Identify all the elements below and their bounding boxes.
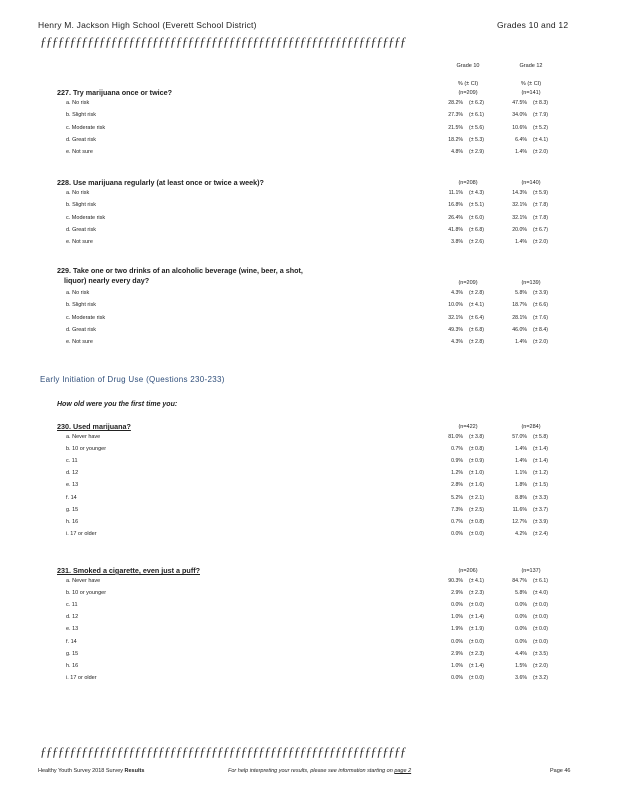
grade12-ci: (± 7.6) <box>533 314 548 321</box>
answer-option: h. 16 <box>66 662 79 669</box>
grade12-ci: (± 3.3) <box>533 494 548 501</box>
grade10-ci: (± 6.8) <box>469 226 484 233</box>
grade12-percent: 1.4% <box>515 339 527 346</box>
answer-option: h. 16 <box>66 518 79 525</box>
grade12-percent: 4.2% <box>515 530 527 537</box>
question-title: 231. Smoked a cigarette, even just a puff? <box>57 566 200 575</box>
question-title: 229. Take one or two drinks of an alcoholic beverage (wine, beer, a shot, <box>57 266 303 275</box>
grade10-ci: (± 6.0) <box>469 214 484 221</box>
grade10-ci: (± 0.9) <box>469 458 484 465</box>
grade10-percent: 1.9% <box>451 626 463 633</box>
answer-option: f. 14 <box>66 494 77 501</box>
grade12-ci: (± 7.9) <box>533 112 548 119</box>
grade12-sample-size: (n=140) <box>521 180 541 186</box>
footer-left <box>38 768 144 774</box>
grade12-sample-size: (n=137) <box>521 568 541 574</box>
grade12-ci: (± 0.0) <box>533 602 548 609</box>
grade10-sample-size: (n=208) <box>458 180 478 186</box>
table-row <box>0 137 618 145</box>
grade10-percent: 0.7% <box>451 446 463 453</box>
answer-option: d. Great risk <box>66 136 96 143</box>
grade10-percent: 0.0% <box>451 674 463 681</box>
grade10-percent: 81.0% <box>448 434 463 440</box>
grade10-percent: 0.0% <box>451 530 463 537</box>
grade10-ci: (± 1.9) <box>469 626 484 633</box>
answer-option: e. 13 <box>66 626 79 633</box>
grade12-ci: (± 3.9) <box>533 518 548 525</box>
table-row <box>0 458 618 466</box>
grade12-percent: 14.3% <box>512 190 527 196</box>
grade10-percent: 11.1% <box>448 190 463 196</box>
grade10-sample-size: (n=206) <box>458 568 478 574</box>
grades-header: Grades 10 and 12 <box>497 20 569 30</box>
grade10-percent: 26.4% <box>448 214 463 221</box>
grade12-percent: 0.0% <box>515 614 527 621</box>
table-row <box>0 327 618 335</box>
grade10-ci: (± 5.3) <box>469 136 484 143</box>
grade12-percent: 34.0% <box>512 112 527 119</box>
answer-option: d. Great risk <box>66 226 96 233</box>
school-header: Henry M. Jackson High School (Everett School District) <box>38 20 257 30</box>
grade10-ci: (± 4.1) <box>469 578 484 584</box>
grade12-ci: (± 4.0) <box>533 590 548 597</box>
answer-option: d. 12 <box>66 614 79 621</box>
table-row <box>0 590 618 598</box>
table-row <box>0 446 618 454</box>
answer-option: i. 17 or older <box>66 674 97 681</box>
table-row <box>0 227 618 235</box>
grade10-ci: (± 0.0) <box>469 638 484 645</box>
table-row <box>0 339 618 347</box>
grade10-ci: (± 1.6) <box>469 482 484 489</box>
table-row <box>0 215 618 223</box>
grade10-ci: (± 1.4) <box>469 662 484 669</box>
question-title: 227. Try marijuana once or twice? <box>57 88 173 97</box>
footer-results: Results <box>124 768 145 774</box>
section-subquestion: How old were you the first time you: <box>57 401 178 408</box>
table-row <box>0 578 618 586</box>
footer-page-number: Page 46 <box>550 768 571 774</box>
grade10-ci: (± 2.3) <box>469 650 484 657</box>
grade12-ci: (± 0.0) <box>533 626 548 633</box>
grade12-percent: 1.4% <box>515 239 527 246</box>
grade10-percent: 4.3% <box>451 290 463 296</box>
grade10-percent: 0.7% <box>451 518 463 525</box>
grade10-ci: (± 2.3) <box>469 590 484 597</box>
grade10-ci: (± 1.0) <box>469 470 484 477</box>
question-title: 230. Used marijuana? <box>57 422 131 431</box>
question-title-continued: liquor) nearly every day? <box>64 276 150 285</box>
answer-option: e. 13 <box>66 482 79 489</box>
grade10-percent: 5.2% <box>451 494 463 501</box>
grade12-percent: 8.8% <box>515 494 527 501</box>
grade10-percent: 4.3% <box>451 339 463 346</box>
answer-option: e. Not sure <box>66 339 93 346</box>
answer-option: a. Never have <box>66 434 101 440</box>
grade12-percent: 0.0% <box>515 602 527 609</box>
grade12-sample-size: (n=284) <box>521 424 541 430</box>
grade10-ci: (± 1.4) <box>469 614 484 621</box>
grade12-percent: 47.5% <box>512 100 527 106</box>
grade12-ci: (± 2.4) <box>533 530 548 537</box>
grade10-percent: 2.9% <box>451 650 463 657</box>
answer-option: e. Not sure <box>66 149 93 156</box>
grade12-ci-header: % (± CI) <box>520 81 542 87</box>
grade10-ci: (± 6.1) <box>469 112 484 119</box>
grade12-ci: (± 5.2) <box>533 124 548 131</box>
grade10-ci: (± 4.1) <box>469 302 484 309</box>
table-row <box>0 290 618 298</box>
grade12-ci: (± 5.9) <box>533 190 548 196</box>
grade10-percent: 0.0% <box>451 602 463 609</box>
grade12-percent: 0.0% <box>515 626 527 633</box>
footer-survey-name: Healthy Youth Survey 2018 Survey <box>38 768 125 774</box>
grade12-ci: (± 3.5) <box>533 650 548 657</box>
grade10-ci: (± 2.6) <box>469 239 484 246</box>
grade12-ci: (± 3.9) <box>533 290 548 296</box>
table-row <box>0 190 618 198</box>
grade10-percent: 0.9% <box>451 458 463 465</box>
table-row <box>0 482 618 490</box>
footer-page-link[interactable]: page 2 <box>394 768 412 774</box>
answer-option: g. 15 <box>66 506 79 513</box>
table-row <box>0 434 618 442</box>
table-row <box>0 100 618 108</box>
table-row <box>0 614 618 622</box>
answer-option: c. Moderate risk <box>66 214 106 221</box>
grade10-percent: 32.1% <box>448 314 463 321</box>
grade12-percent: 84.7% <box>512 578 527 584</box>
table-row <box>0 663 618 671</box>
grade10-percent: 28.2% <box>448 100 463 106</box>
grade12-percent: 32.1% <box>512 202 527 209</box>
answer-option: b. 10 or younger <box>66 446 107 453</box>
answer-option: a. No risk <box>66 190 90 196</box>
footer-help-text: For help interpreting your results, please see information starting on <box>228 768 395 774</box>
grade12-ci: (± 2.0) <box>533 662 548 669</box>
table-row <box>0 639 618 647</box>
grade10-percent: 41.8% <box>448 226 463 233</box>
table-row <box>0 651 618 659</box>
grade12-ci: (± 3.2) <box>533 674 548 681</box>
grade10-ci: (± 6.4) <box>469 314 484 321</box>
answer-option: b. Slight risk <box>66 112 96 119</box>
answer-option: c. Moderate risk <box>66 314 106 321</box>
decorative-bottom-rule: ƒƒƒƒƒƒƒƒƒƒƒƒƒƒƒƒƒƒƒƒƒƒƒƒƒƒƒƒƒƒƒƒƒƒƒƒƒƒƒƒƒƒƒƒƒƒƒƒƒƒƒƒƒƒƒƒƒƒƒƒƒƒ <box>40 744 406 759</box>
grade10-percent: 49.3% <box>448 326 463 333</box>
grade12-ci: (± 0.0) <box>533 638 548 645</box>
grade12-ci: (± 2.0) <box>533 149 548 156</box>
grade12-ci: (± 2.0) <box>533 339 548 346</box>
grade12-percent: 4.4% <box>515 650 527 657</box>
grade10-ci: (± 2.8) <box>469 290 484 296</box>
grade10-percent: 1.0% <box>451 614 463 621</box>
grade12-percent: 1.8% <box>515 482 527 489</box>
grade10-percent: 27.3% <box>448 112 463 119</box>
grade10-ci: (± 0.0) <box>469 602 484 609</box>
grade12-percent: 6.4% <box>515 136 527 143</box>
answer-option: d. Great risk <box>66 326 96 333</box>
table-row <box>0 302 618 310</box>
answer-option: i. 17 or older <box>66 530 97 537</box>
answer-option: c. 11 <box>66 602 78 609</box>
grade10-ci: (± 5.6) <box>469 124 484 131</box>
answer-option: d. 12 <box>66 470 79 477</box>
grade12-ci: (± 1.5) <box>533 482 548 489</box>
grade12-percent: 5.8% <box>515 290 527 296</box>
grade10-sample-size: (n=209) <box>458 90 478 96</box>
grade10-percent: 90.3% <box>448 578 463 584</box>
table-row <box>0 112 618 120</box>
grade10-percent: 3.8% <box>451 239 463 246</box>
table-row <box>0 202 618 210</box>
grade12-ci: (± 6.1) <box>533 578 548 584</box>
grade10-ci: (± 3.8) <box>469 434 484 440</box>
grade12-ci: (± 1.2) <box>533 470 548 477</box>
answer-option: c. 11 <box>66 458 78 465</box>
grade12-percent: 1.4% <box>515 446 527 453</box>
grade12-ci: (± 5.8) <box>533 434 548 440</box>
grade10-ci: (± 6.8) <box>469 326 484 333</box>
grade12-percent: 0.0% <box>515 638 527 645</box>
grade12-ci: (± 4.1) <box>533 136 548 143</box>
grade12-ci: (± 2.0) <box>533 239 548 246</box>
grade12-percent: 46.0% <box>512 326 527 333</box>
grade12-ci: (± 7.8) <box>533 202 548 209</box>
grade10-percent: 16.8% <box>448 202 463 209</box>
grade12-percent: 10.6% <box>512 124 527 131</box>
grade10-percent: 2.9% <box>451 590 463 597</box>
answer-option: b. Slight risk <box>66 202 96 209</box>
grade10-ci: (± 0.8) <box>469 446 484 453</box>
grade12-ci: (± 8.4) <box>533 326 548 333</box>
table-row <box>0 239 618 247</box>
grade10-percent: 1.2% <box>451 470 463 477</box>
grade10-ci: (± 2.8) <box>469 339 484 346</box>
decorative-top-rule: ƒƒƒƒƒƒƒƒƒƒƒƒƒƒƒƒƒƒƒƒƒƒƒƒƒƒƒƒƒƒƒƒƒƒƒƒƒƒƒƒƒƒƒƒƒƒƒƒƒƒƒƒƒƒƒƒƒƒƒƒƒƒ <box>40 34 406 49</box>
table-row <box>0 507 618 515</box>
grade12-percent: 5.8% <box>515 590 527 597</box>
grade12-sample-size: (n=141) <box>521 90 541 96</box>
answer-option: a. No risk <box>66 290 90 296</box>
table-row <box>0 675 618 683</box>
grade10-percent: 10.0% <box>448 302 463 309</box>
grade10-ci: (± 0.0) <box>469 530 484 537</box>
grade12-sample-size: (n=139) <box>521 280 541 286</box>
grade10-percent: 7.3% <box>451 506 463 513</box>
grade10-column-header: Grade 10 <box>456 63 480 69</box>
grade12-percent: 57.0% <box>512 434 527 440</box>
grade10-ci: (± 0.0) <box>469 674 484 681</box>
grade12-percent: 20.0% <box>512 226 527 233</box>
grade12-column-header: Grade 12 <box>519 63 543 69</box>
table-row <box>0 602 618 610</box>
grade12-percent: 3.6% <box>515 674 527 681</box>
grade12-ci: (± 7.8) <box>533 214 548 221</box>
table-row <box>0 125 618 133</box>
grade12-percent: 1.5% <box>515 662 527 669</box>
grade12-ci: (± 6.6) <box>533 302 548 309</box>
answer-option: e. Not sure <box>66 239 93 246</box>
grade12-percent: 1.4% <box>515 458 527 465</box>
table-row <box>0 495 618 503</box>
table-row <box>0 149 618 157</box>
question-title: 228. Use marijuana regularly (at least once or twice a week)? <box>57 178 264 187</box>
grade12-percent: 32.1% <box>512 214 527 221</box>
answer-option: c. Moderate risk <box>66 124 106 131</box>
grade12-ci: (± 3.7) <box>533 506 548 513</box>
grade12-ci: (± 6.7) <box>533 226 548 233</box>
grade10-ci: (± 4.3) <box>469 190 484 196</box>
grade10-percent: 1.0% <box>451 662 463 669</box>
grade12-percent: 11.6% <box>512 506 527 513</box>
grade12-percent: 1.4% <box>515 149 527 156</box>
table-row <box>0 519 618 527</box>
grade10-percent: 0.0% <box>451 638 463 645</box>
footer-middle <box>228 768 411 774</box>
grade10-ci: (± 2.9) <box>469 149 484 156</box>
grade12-percent: 12.7% <box>512 518 527 525</box>
grade10-ci: (± 2.5) <box>469 506 484 513</box>
grade10-ci: (± 0.8) <box>469 518 484 525</box>
section-title: Early Initiation of Drug Use (Questions 230-233) <box>40 375 225 384</box>
grade10-sample-size: (n=209) <box>458 280 478 286</box>
grade12-percent: 28.1% <box>512 314 527 321</box>
table-row <box>0 315 618 323</box>
grade10-percent: 21.5% <box>448 124 463 131</box>
table-row <box>0 470 618 478</box>
grade10-sample-size: (n=422) <box>458 424 478 430</box>
grade10-ci-header: % (± CI) <box>457 81 479 87</box>
table-row <box>0 531 618 539</box>
grade10-percent: 18.2% <box>448 136 463 143</box>
table-row <box>0 626 618 634</box>
answer-option: f. 14 <box>66 638 77 645</box>
grade12-ci: (± 0.0) <box>533 614 548 621</box>
grade10-percent: 2.8% <box>451 482 463 489</box>
grade12-ci: (± 1.4) <box>533 446 548 453</box>
grade12-ci: (± 1.4) <box>533 458 548 465</box>
answer-option: a. Never have <box>66 578 101 584</box>
grade10-ci: (± 2.1) <box>469 494 484 501</box>
grade12-ci: (± 8.3) <box>533 100 548 106</box>
grade10-ci: (± 6.2) <box>469 100 484 106</box>
grade10-percent: 4.8% <box>451 149 463 156</box>
grade12-percent: 18.7% <box>512 302 527 309</box>
answer-option: b. Slight risk <box>66 302 96 309</box>
answer-option: a. No risk <box>66 100 90 106</box>
answer-option: b. 10 or younger <box>66 590 107 597</box>
grade12-percent: 1.1% <box>515 470 527 477</box>
answer-option: g. 15 <box>66 650 79 657</box>
grade10-ci: (± 5.1) <box>469 202 484 209</box>
